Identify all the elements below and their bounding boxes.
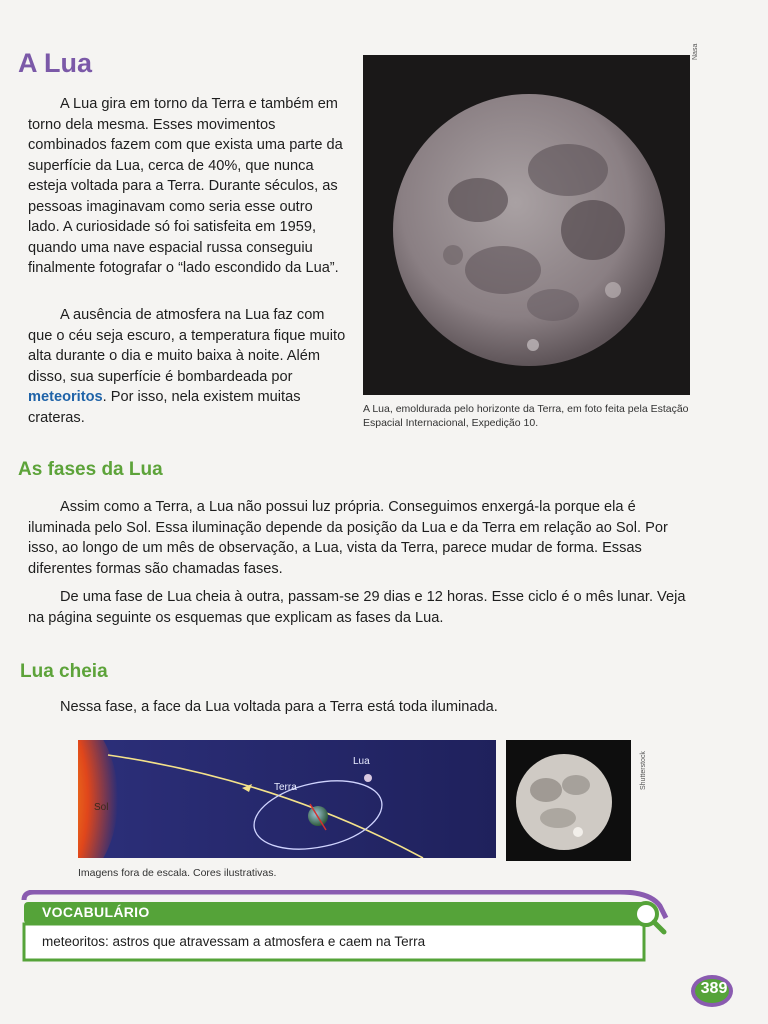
page-number: 389	[700, 980, 728, 997]
keyword-meteoritos[interactable]: meteoritos	[28, 389, 103, 405]
full-moon-text: Nessa fase, a face da Lua voltada para a Terra está toda iluminada.	[60, 699, 498, 715]
photo-credit: Nasa	[692, 43, 699, 60]
photo-caption: A Lua, emoldurada pelo horizonte da Terra, em foto feita pela Estação Espacial Internacional, Expedição 10.	[363, 403, 689, 429]
moon-shape	[364, 774, 372, 782]
earth-label: Terra	[274, 782, 297, 793]
full-moon-photo	[506, 740, 631, 861]
vocabulary-entry	[42, 934, 425, 949]
sun-earth-moon-diagram	[78, 740, 496, 858]
vocabulary-box	[20, 890, 672, 966]
heading-fases: As fases da Lua	[18, 459, 163, 480]
moon-label: Lua	[353, 756, 370, 767]
vocabulary-definition: : astros que atravessam a atmosfera e caem na Terra	[105, 934, 426, 949]
moon-photo	[363, 55, 690, 395]
heading-lua-cheia: Lua cheia	[20, 661, 108, 682]
full-moon-photo-credit: Shutterstock	[640, 751, 647, 790]
page-title: A Lua	[18, 48, 92, 78]
intro-paragraph-1: A Lua gira em torno da Terra e também em torno dela mesma. Esses movimentos combinados fazem com que exista uma parte da superfície da Lua, cerca de 40%, que nunca esteja voltada para a Terra. Durante séculos, as pessoas imaginavam como seria esse outro lado. A curiosidade só foi satisfeita em 1959, quando uma nave espacial russa conseguiu finalmente fotografar o “lado escondido da Lua”.	[28, 96, 343, 276]
diagram-caption: Imagens fora de escala. Cores ilustrativas.	[78, 867, 277, 879]
phases-paragraph-1: Assim como a Terra, a Lua não possui luz própria. Conseguimos enxergá-la porque ela é iluminada pelo Sol. Essa iluminação depende da posição da Lua e da Terra em relação ao Sol. Por isso, ao longo de um mês de observação, a Lua, vista da Terra, parece mudar de forma. Essas diferentes formas são chamadas fases.	[28, 499, 668, 577]
phases-paragraph-2: De uma fase de Lua cheia à outra, passam-se 29 dias e 12 horas. Esse ciclo é o mês lunar. Veja na página seguinte os esquemas que explicam as fases da Lua.	[28, 589, 686, 626]
vocabulary-title: VOCABULÁRIO	[42, 904, 150, 920]
sun-label: Sol	[94, 802, 109, 813]
intro-paragraph-2: A ausência de atmosfera na Lua faz com que o céu seja escuro, a temperatura fique muito alta durante o dia e muito baixa à noite. Além disso, sua superfície é bombardeada por meteoritos. Por isso, nela existem muitas crateras.	[28, 307, 346, 426]
vocabulary-term: meteoritos	[42, 934, 106, 949]
